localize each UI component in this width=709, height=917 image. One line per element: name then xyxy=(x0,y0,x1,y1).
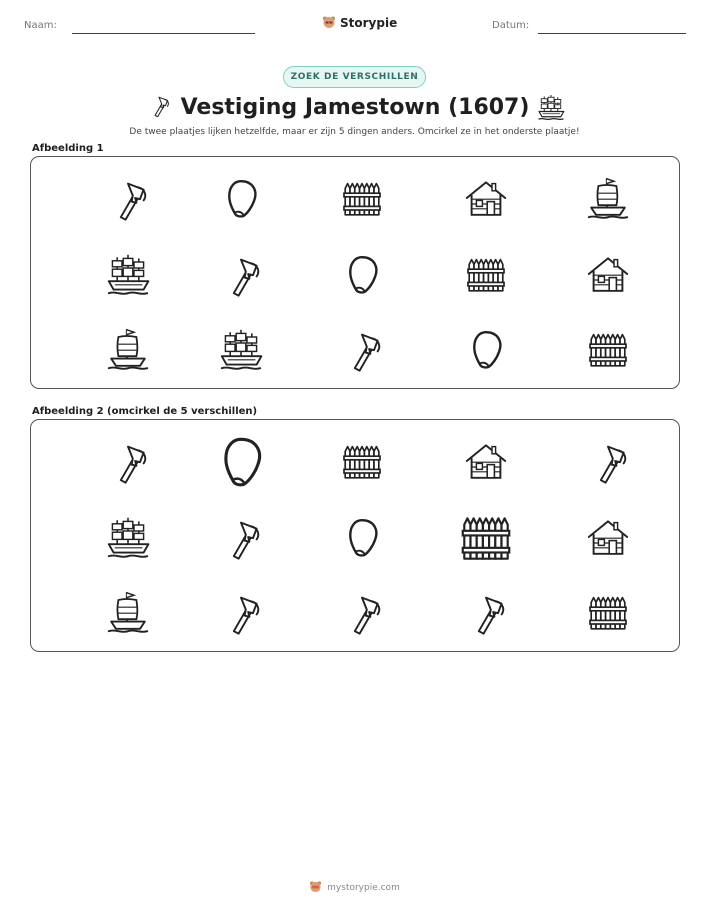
picture2-cell-axe[interactable] xyxy=(217,588,265,636)
picture2-cell-log-cabin[interactable] xyxy=(462,437,510,485)
picture1-cell-tall-ship xyxy=(104,250,152,298)
ship-icon xyxy=(536,92,566,126)
name-label: Naam: xyxy=(24,20,57,31)
axe-icon xyxy=(584,437,632,485)
picture1-cell-palisade-fence xyxy=(462,250,510,298)
picture1-cell-axe xyxy=(104,174,152,222)
picture2-cell-axe[interactable] xyxy=(104,437,152,485)
palisade-fence-icon xyxy=(338,437,386,485)
tall-ship-icon xyxy=(104,513,152,561)
instructions: De twee plaatjes lijken hetzelfde, maar er zijn 5 dingen anders. Omcirkel ze in het onderste plaatje! xyxy=(129,127,580,137)
palisade-fence-icon xyxy=(584,325,632,373)
axe-icon xyxy=(104,174,152,222)
palisade-fence-icon xyxy=(338,174,386,222)
picture1-cell-log-cabin xyxy=(584,250,632,298)
picture2-cell-axe[interactable] xyxy=(338,588,386,636)
axe-icon xyxy=(338,325,386,373)
picture1-cell-corn-kernel xyxy=(462,325,510,373)
brand-logo xyxy=(322,14,397,32)
axe-icon xyxy=(217,588,265,636)
log-cabin-icon xyxy=(462,174,510,222)
picture2-cell-palisade-fence[interactable] xyxy=(584,588,632,636)
axe-icon xyxy=(217,250,265,298)
picture1-cell-sailboat xyxy=(584,174,632,222)
palisade-fence-icon xyxy=(455,506,517,568)
page-title: Vestiging Jamestown (1607) xyxy=(180,94,530,120)
palisade-fence-icon xyxy=(462,250,510,298)
bear-logo-icon xyxy=(322,14,336,33)
picture2-cell-axe[interactable] xyxy=(584,437,632,485)
picture2-label: Afbeelding 2 (omcirkel de 5 verschillen) xyxy=(32,406,258,417)
picture2-cell-axe[interactable] xyxy=(462,588,510,636)
tall-ship-icon xyxy=(217,325,265,373)
picture2-cell-corn-kernel[interactable] xyxy=(338,513,386,561)
picture1-cell-sailboat xyxy=(104,325,152,373)
palisade-fence-icon xyxy=(584,588,632,636)
picture2-cell-log-cabin[interactable] xyxy=(584,513,632,561)
log-cabin-icon xyxy=(584,513,632,561)
sailboat-icon xyxy=(104,325,152,373)
bear-logo-icon xyxy=(309,880,322,896)
axe-icon xyxy=(217,513,265,561)
picture1-cell-corn-kernel xyxy=(217,174,265,222)
picture1-panel xyxy=(30,156,680,389)
corn-kernel-icon xyxy=(210,430,272,492)
picture1-cell-log-cabin xyxy=(462,174,510,222)
picture2-panel[interactable] xyxy=(30,419,680,652)
picture1-cell-palisade-fence xyxy=(584,325,632,373)
sailboat-icon xyxy=(104,588,152,636)
axe-icon xyxy=(462,588,510,636)
date-line[interactable] xyxy=(538,33,686,34)
corn-kernel-icon xyxy=(462,325,510,373)
picture2-cell-palisade-fence[interactable] xyxy=(338,437,386,485)
axe-icon xyxy=(104,437,152,485)
picture2-cell-sailboat[interactable] xyxy=(104,588,152,636)
log-cabin-icon xyxy=(584,250,632,298)
sailboat-icon xyxy=(584,174,632,222)
name-line[interactable] xyxy=(72,33,255,34)
corn-kernel-icon xyxy=(338,250,386,298)
picture2-cell-axe[interactable] xyxy=(217,513,265,561)
picture1-label: Afbeelding 1 xyxy=(32,143,104,154)
axe-icon xyxy=(338,588,386,636)
picture2-cell-corn-kernel[interactable] xyxy=(210,430,272,492)
tall-ship-icon xyxy=(104,250,152,298)
picture1-cell-tall-ship xyxy=(217,325,265,373)
date-label: Datum: xyxy=(492,20,530,31)
picture2-cell-palisade-fence[interactable] xyxy=(455,506,517,568)
worksheet-type-badge: ZOEK DE VERSCHILLEN xyxy=(283,66,426,88)
footer xyxy=(0,880,709,896)
brand-name: Storypie xyxy=(340,16,398,30)
footer-url: mystorypie.com xyxy=(327,883,400,893)
picture1-cell-corn-kernel xyxy=(338,250,386,298)
picture1-cell-axe xyxy=(338,325,386,373)
corn-kernel-icon xyxy=(217,174,265,222)
corn-kernel-icon xyxy=(338,513,386,561)
picture1-cell-palisade-fence xyxy=(338,174,386,222)
picture1-cell-axe xyxy=(217,250,265,298)
log-cabin-icon xyxy=(462,437,510,485)
picture2-cell-tall-ship[interactable] xyxy=(104,513,152,561)
